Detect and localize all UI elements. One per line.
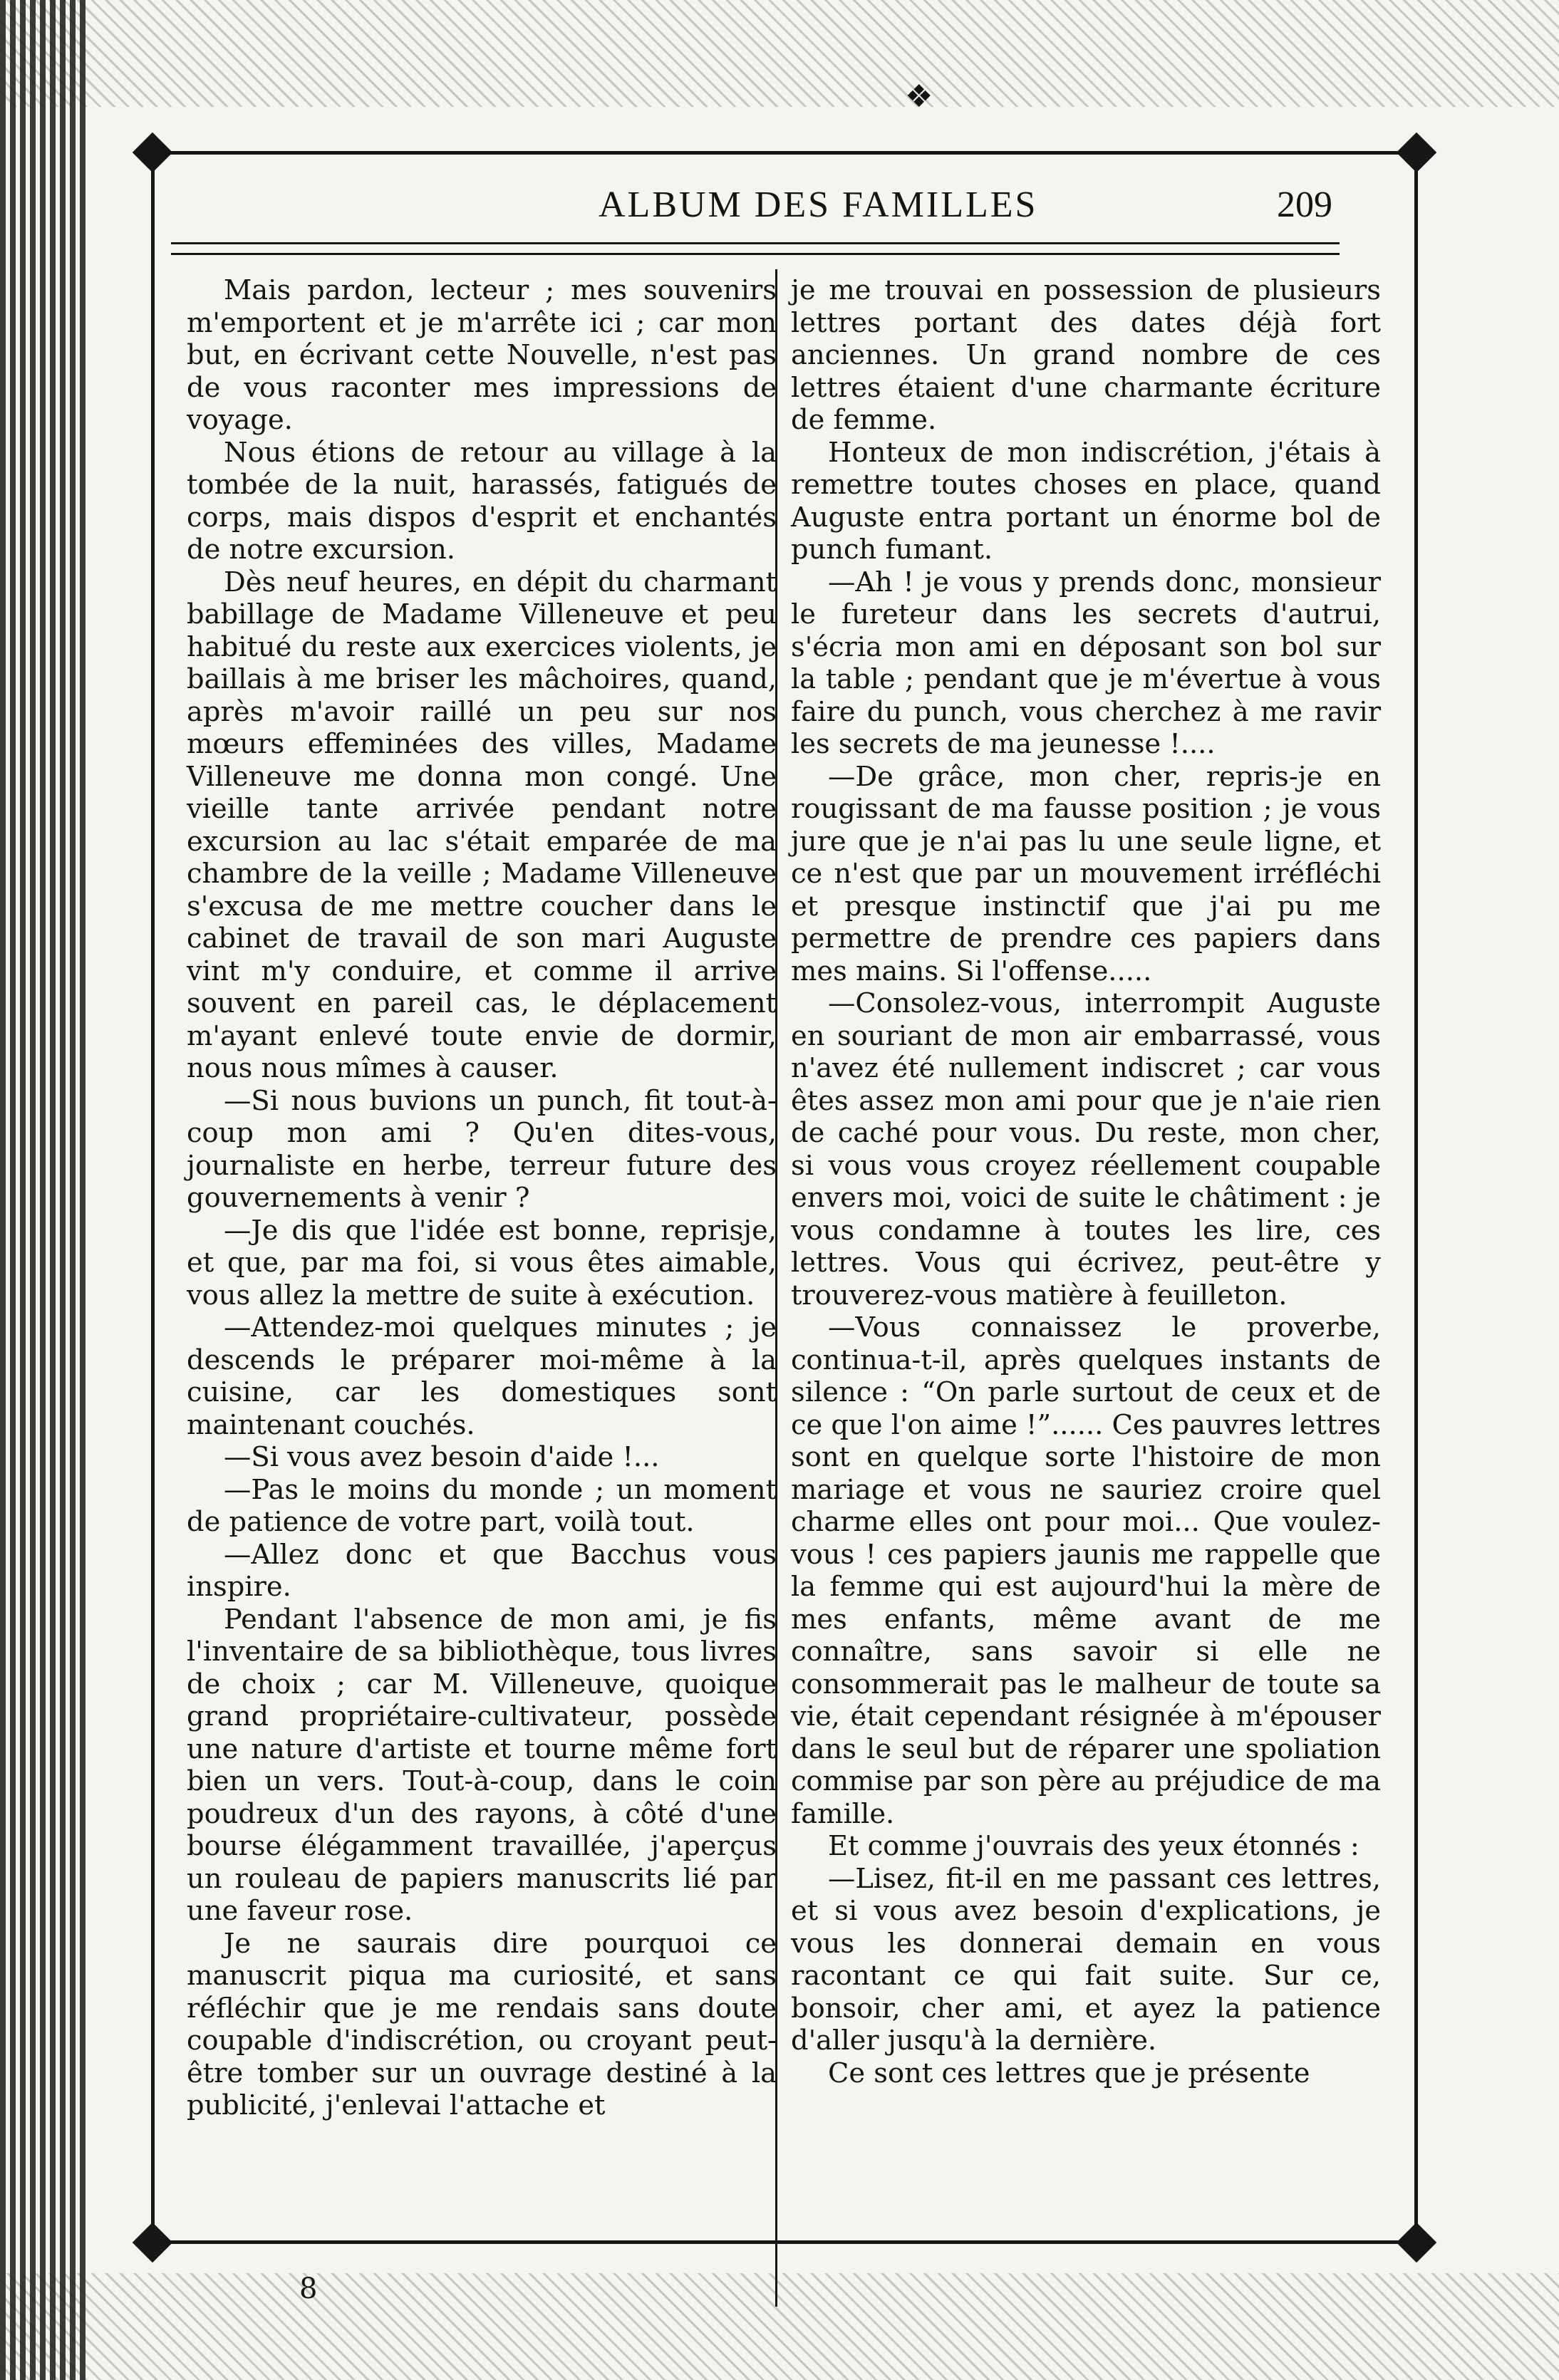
decorative-spine	[0, 0, 86, 2380]
paragraph: —Lisez, fit-il en me passant ces lettres, et si vous avez besoin d'explications, je vous les donnerai demain en vous racontant ce qui fait suite. Sur ce, bonsoir, cher ami, et ayez la patience d'aller jusqu'à la dernière.	[791, 1862, 1381, 2057]
paragraph: —Si vous avez besoin d'aide !...	[224, 1441, 660, 1473]
paragraph: —Allez donc et que Bacchus vous inspire.	[187, 1538, 777, 1603]
header-rule-2	[171, 253, 1340, 255]
border-right	[1414, 142, 1418, 2244]
paragraph: Dès neuf heures, en dépit du charmant babillage de Madame Villeneuve et peu habitué du reste aux exercices violents, je baillais à me briser les mâchoires, quand, après m'avoir raillé un peu sur nos mœurs effeminées des villes, Madame Villeneuve me donna mon congé. Une vieille tante arrivée pendant notre excursion au lac s'était emparée de ma chambre de la veille ; Madame Villeneuve s'excusa de me mettre coucher dans le cabinet de travail de son mari Auguste vint m'y conduire, et comme il arrive souvent en pareil cas, le déplacement m'ayant enlevé toute envie de dormir, nous nous mîmes à causer.	[187, 566, 777, 1084]
column-divider	[775, 269, 777, 2307]
running-title: ALBUM DES FAMILLES	[599, 185, 1038, 225]
page-header	[171, 184, 1340, 227]
border-top	[143, 151, 1425, 155]
paragraph: Je ne saurais dire pourquoi ce manuscrit piqua ma curiosité, et sans réfléchir que je me rendais sans doute coupable d'indiscrétion, ou croyant peut-être tomber sur un ouvrage destiné à la publicité, j'enlevai l'attache et	[187, 1927, 777, 2121]
column-right	[791, 274, 1381, 2089]
column-left	[187, 274, 777, 2122]
paragraph: je me trouvai en possession de plusieurs lettres portant des dates déjà fort anciennes. Un grand nombre de ces lettres étaient d'une charmante écriture de femme.	[791, 274, 1381, 436]
paragraph: Pendant l'absence de mon ami, je fis l'inventaire de sa bibliothèque, tous livres de choix ; car M. Villeneuve, quoique grand propriétaire-cultivateur, possède une nature d'artiste et tourne même fort bien un vers. Tout-à-coup, dans le coin poudreux d'un des rayons, à côté d'une bourse élégamment travaillée, j'aperçus un rouleau de papiers manuscrits lié par une faveur rose.	[187, 1603, 777, 1927]
top-ornament-glyph: ❖	[905, 78, 933, 115]
header-rule-1	[171, 242, 1340, 244]
ornament-top-right	[1397, 132, 1437, 173]
paragraph: Nous étions de retour au village à la tombée de la nuit, harassés, fatigués de corps, mais dispos d'esprit et enchantés de notre excursion.	[187, 436, 777, 566]
paragraph: —Pas le moins du monde ; un moment de patience de votre part, voilà tout.	[187, 1473, 777, 1538]
paragraph: Et comme j'ouvrais des yeux étonnés :	[828, 1830, 1359, 1862]
ornament-bottom-right	[1397, 2223, 1437, 2263]
paragraph: —Je dis que l'idée est bonne, reprisje, et que, par ma foi, si vous êtes aimable, vous allez la mettre de suite à exécution.	[187, 1214, 777, 1311]
paragraph: Honteux de mon indiscrétion, j'étais à remettre toutes choses en place, quand Auguste entra portant un énorme bol de punch fumant.	[791, 436, 1381, 566]
border-bottom	[143, 2240, 1425, 2244]
paragraph: —Consolez-vous, interrompit Auguste en souriant de mon air embarrassé, vous n'avez été nullement indiscret ; car vous êtes assez mon ami pour que je n'aie rien de caché pour vous. Du reste, mon cher, si vous vous croyez réellement coupable envers moi, voici de suite le châtiment : je vous condamne à toutes les lire, ces lettres. Vous qui écrivez, peut-être y trouverez-vous matière à feuilleton.	[791, 987, 1381, 1311]
paragraph: Ce sont ces lettres que je présente	[828, 2057, 1310, 2089]
paragraph: —Attendez-moi quelques minutes ; je descends le préparer moi-même à la cuisine, car les domestiques sont maintenant couchés.	[187, 1311, 777, 1441]
paragraph: —Ah ! je vous y prends donc, monsieur le fureteur dans les secrets d'autrui, s'écria mon ami en déposant son bol sur la table ; pendant que je m'évertue à vous faire du punch, vous cherchez à me ravir les secrets de ma jeunesse !....	[791, 566, 1381, 760]
page-number: 209	[1277, 185, 1332, 225]
paragraph: —Vous connaissez le proverbe, continua-t-il, après quelques instants de silence : “On parle surtout de ceux et de ce que l'on aime !”...... Ces pauvres lettres sont en quelque sorte l'histoire de mon mariage et vous ne sauriez croire quel charme elles ont pour moi... Que voulez-vous ! ces papiers jaunis me rappelle que la femme qui est aujourd'hui la mère de mes enfants, même avant de me connaître, sans savoir si elle ne consommerait pas le malheur de toute sa vie, était cependant résignée à m'épouser dans le seul but de réparer une spoliation commise par son père au préjudice de ma famille.	[791, 1311, 1381, 1830]
top-edge-texture	[0, 0, 1559, 107]
paragraph: —Si nous buvions un punch, fit tout-à-coup mon ami ? Qu'en dites-vous, journaliste en herbe, terreur future des gouvernements à venir ?	[187, 1084, 777, 1214]
ornament-bottom-left	[133, 2223, 173, 2263]
signature-mark: 8	[299, 2272, 318, 2305]
paragraph: Mais pardon, lecteur ; mes souvenirs m'emportent et je m'arrête ici ; car mon but, en écrivant cette Nouvelle, n'est pas de vous raconter mes impressions de voyage.	[187, 274, 777, 436]
bottom-edge-texture	[0, 2273, 1559, 2380]
border-left	[151, 142, 155, 2244]
paragraph: —De grâce, mon cher, repris-je en rougissant de ma fausse position ; je vous jure que je n'ai pas lu une seule ligne, et ce n'est que par un mouvement irréfléchi et presque instinctif que j'ai pu me permettre de prendre ces papiers dans mes mains. Si l'offense.....	[791, 760, 1381, 987]
ornament-top-left	[133, 132, 173, 173]
